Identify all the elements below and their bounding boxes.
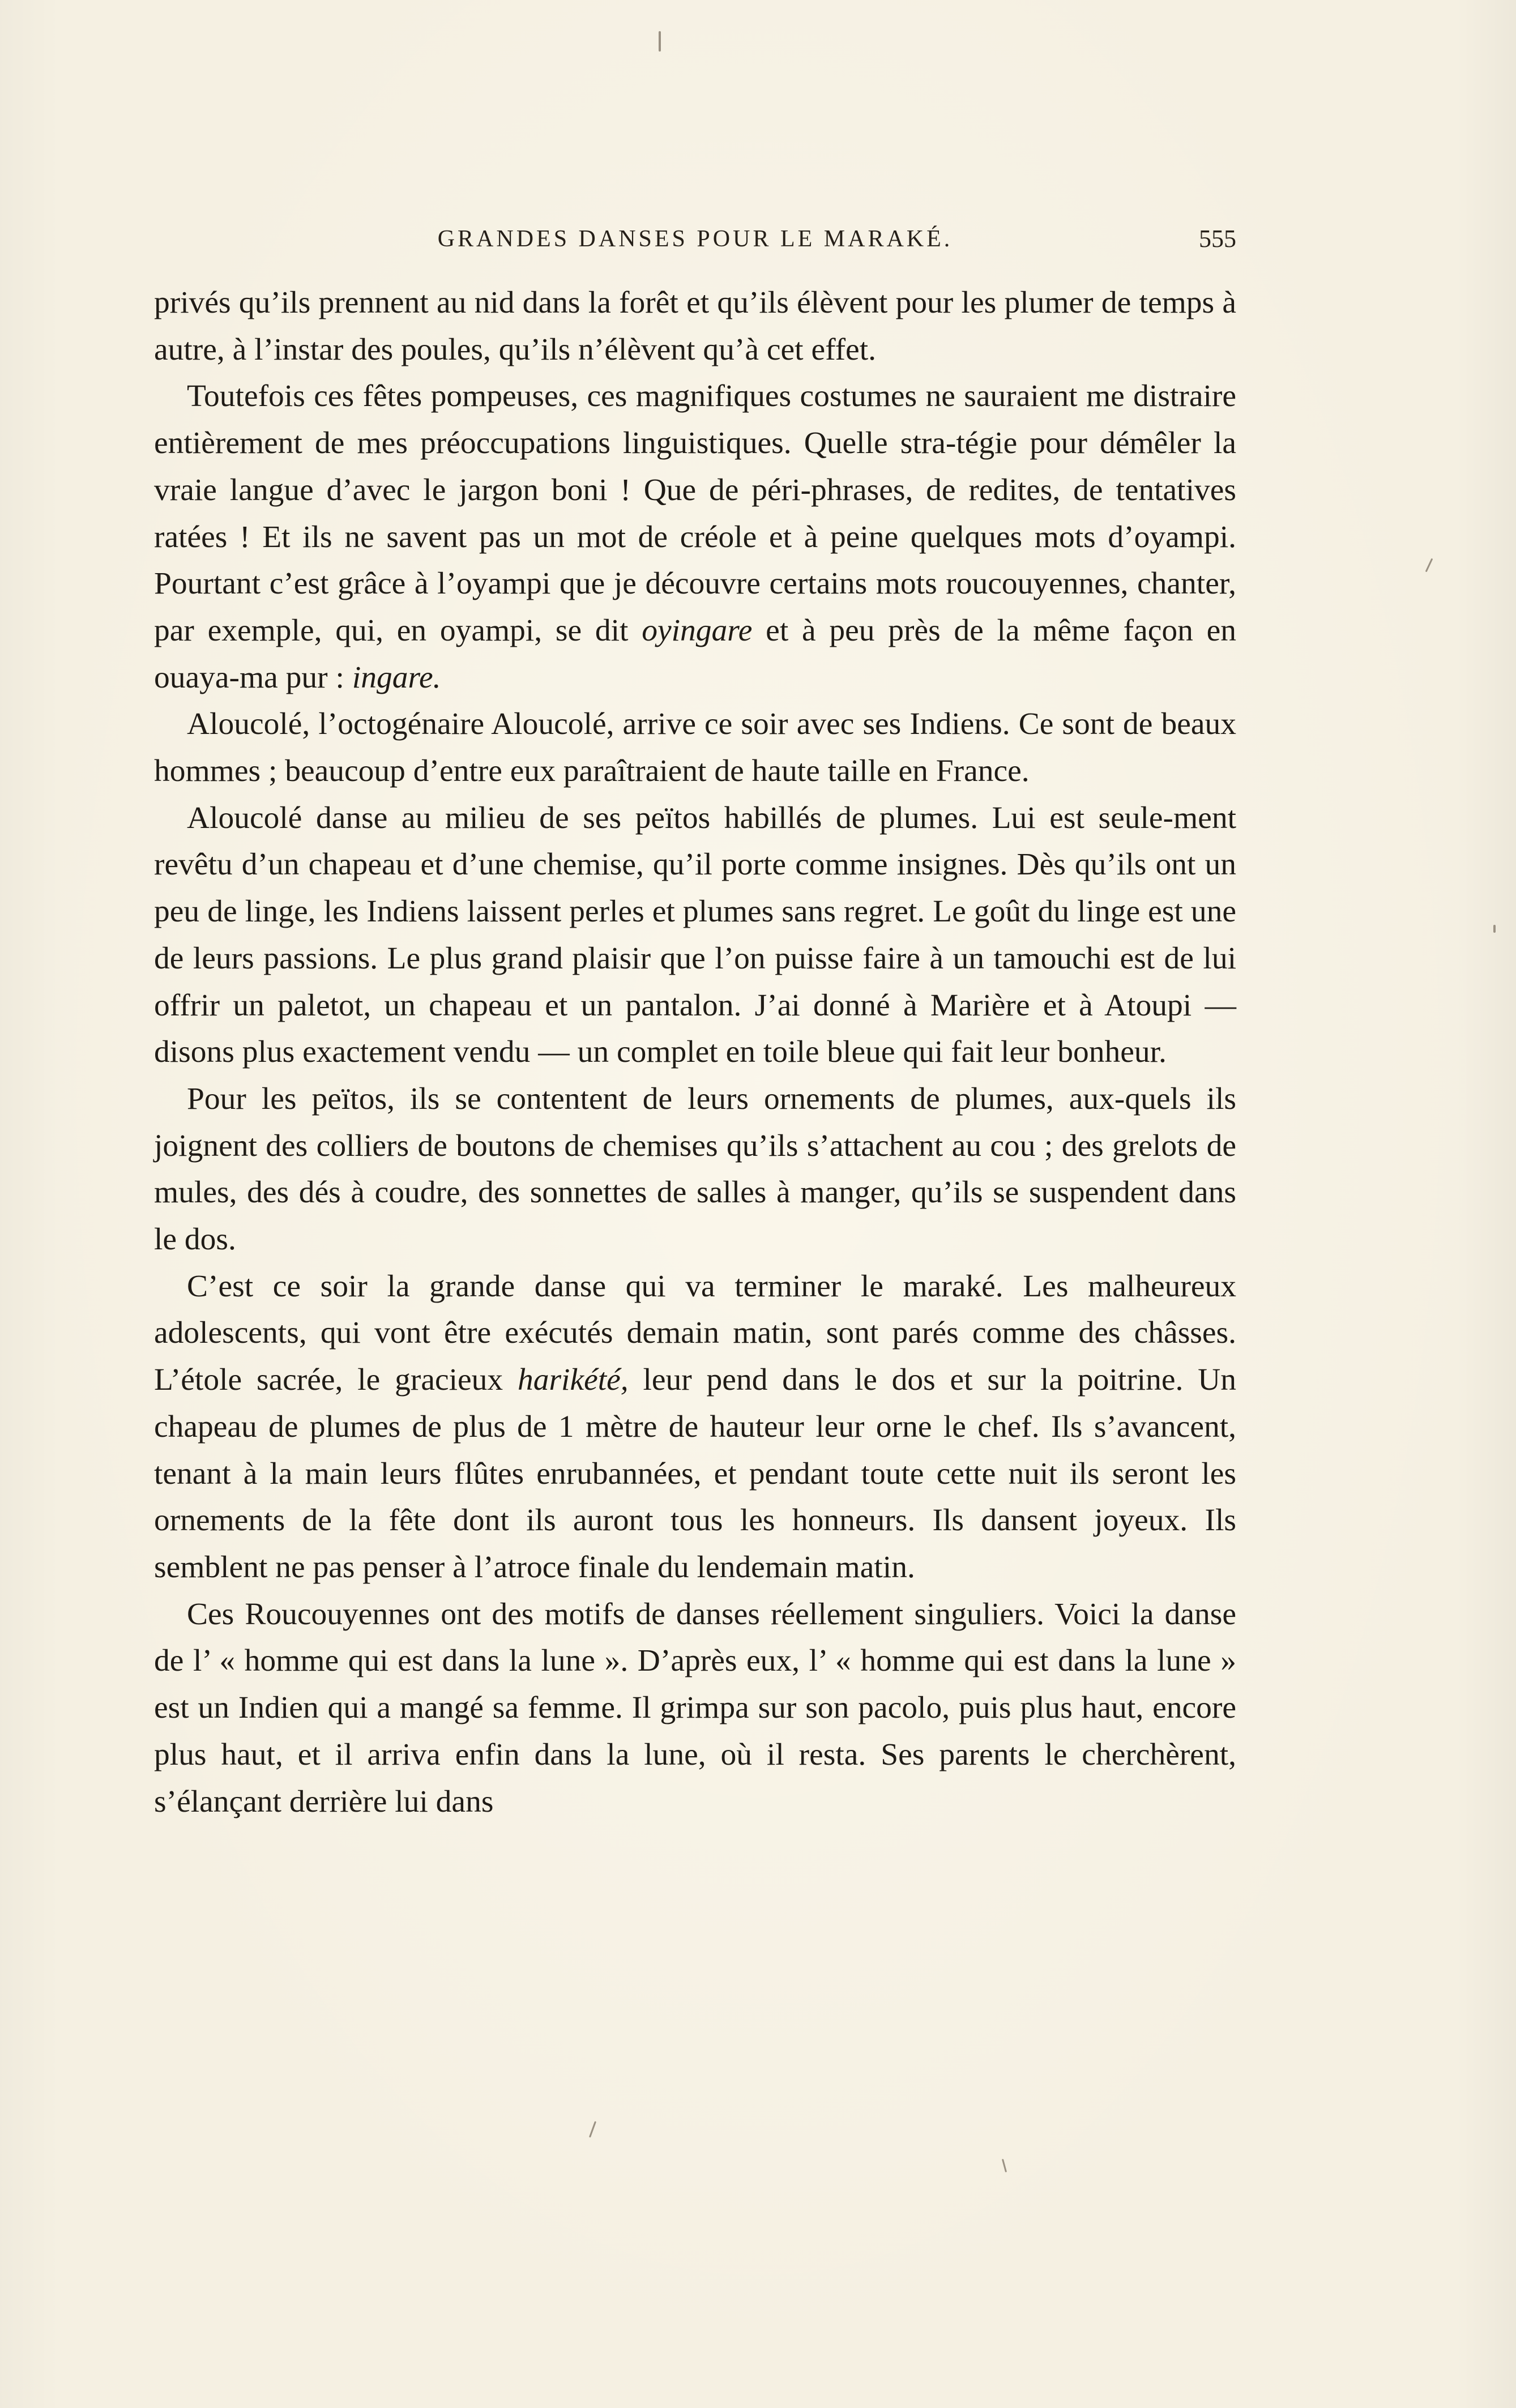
paragraph-text: et à peu près de la même façon en ouaya-ma pur : [154, 613, 1237, 695]
paragraph-4 [154, 795, 1236, 1076]
paragraph-6 [154, 1263, 1236, 1591]
paragraph-text: privés qu’ils prennent au nid dans la forêt et qu’ils élèvent pour les plumer de temps à autre, à l’instar des poules, qu’ils n’élèvent qu’à cet effet. [154, 285, 1236, 367]
paragraph-text: C’est ce soir la grande danse qui va terminer le maraké. Les malheureux adolescents, qui vont être exécutés demain matin, sont parés comme des châsses. L’étole sacrée, le gracieux [154, 1269, 1236, 1398]
italic-word-ingare: ingare. [352, 660, 441, 695]
paper-speck [589, 2121, 596, 2137]
paragraph-text: Pour les peïtos, ils se contentent de leurs ornements de plumes, aux-quels ils joignent des colliers de boutons de chemises qu’ils s’attachent au cou ; des grelots de mules, des dés à coudre, des sonnettes de salles à manger, qu’ils se suspendent dans le dos. [154, 1081, 1236, 1257]
paragraph-text: Aloucolé, l’octogénaire Aloucolé, arrive ce soir avec ses Indiens. Ce sont de beaux hommes ; beaucoup d’entre eux paraîtraient de haute taille en France. [154, 707, 1236, 789]
italic-word-oyingare: oyingare [642, 613, 753, 648]
body-text [154, 280, 1236, 1825]
paragraph-3 [154, 701, 1236, 795]
paragraph-text: Aloucolé danse au milieu de ses peïtos habillés de plumes. Lui est seule-ment revêtu d’un chapeau et d’une chemise, qu’il porte comme insignes. Dès qu’ils ont un peu de linge, les Indiens laissent perles et plumes sans regret. Le goût du linge est une de leurs passions. Le plus grand plaisir que l’on puisse faire à un tamouchi est de lui offrir un paletot, un chapeau et un pantalon. J’ai donné à Marière et à Atoupi — disons plus exactement vendu — un complet en toile bleue qui fait leur bonheur. [154, 800, 1236, 1070]
page-number: 555 [1199, 225, 1236, 253]
paragraph-text: leur pend dans le dos et sur la poitrine. Un chapeau de plumes de plus de 1 mètre de hauteur leur orne le chef. Ils s’avancent, tenant à la main leurs flûtes enrubannées, et pendant toute cette nuit ils seront les ornements de la fête dont ils auront tous les honneurs. Ils dansent joyeux. Ils semblent ne pas penser à l’atroce finale du lendemain matin. [154, 1363, 1236, 1585]
paragraph-text: Toutefois ces fêtes pompeuses, ces magnifiques costumes ne sauraient me distraire entièrement de mes préoccupations linguistiques. Quelle stra-tégie pour démêler la vraie langue d’avec le jargon boni ! Que de péri-phrases, de redites, de tentatives ratées ! Et ils ne savent pas un mot de créole et à peine quelques mots d’oyampi. Pourtant c’est grâce à l’oyampi que je découvre certains mots roucouyennes, chanter, par exemple, qui, en oyampi, se dit [154, 379, 1236, 648]
paper-speck [659, 31, 661, 52]
italic-word-harikete: harikété, [517, 1363, 629, 1398]
paragraph-7 [154, 1591, 1236, 1826]
paper-speck [1425, 558, 1433, 573]
paper-speck [1493, 925, 1496, 933]
paragraph-1 [154, 280, 1236, 373]
paragraph-text: Ces Roucouyennes ont des motifs de danses réellement singuliers. Voici la danse de l’ « homme qui est dans la lune ». D’après eux, l’ « homme qui est dans la lune » est un Indien qui a mangé sa femme. Il grimpa sur son pacolo, puis plus haut, encore plus haut, et il arriva enfin dans la lune, où il resta. Ses parents le cherchèrent, s’élançant derrière lui dans [154, 1596, 1236, 1819]
paragraph-5 [154, 1076, 1236, 1263]
page-header [154, 222, 1236, 256]
paper-speck [1002, 2159, 1007, 2172]
paragraph-2 [154, 373, 1236, 701]
running-head: GRANDES DANSES POUR LE MARAKÉ. [437, 226, 953, 252]
